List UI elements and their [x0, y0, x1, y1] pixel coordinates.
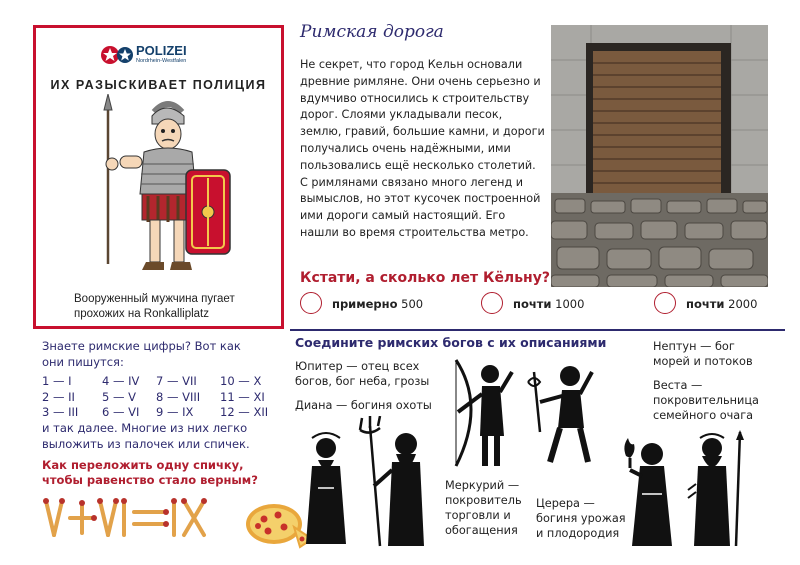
numeral-item: 3 — III — [42, 405, 79, 419]
numeral-item: 9 — IX — [156, 405, 194, 419]
neptune-description[interactable]: Нептун — бог морей и потоков — [653, 340, 753, 368]
puzzle-question: Как переложить одну спичку, чтобы равенство стало верным? — [42, 458, 258, 487]
numeral-item: 6 — VI — [102, 405, 140, 419]
numeral-item: 1 — I — [42, 374, 72, 388]
poster-caption: Вооруженный мужчина пугает прохожих на Ronkalliplatz — [74, 293, 235, 320]
police-subtitle: Nordrhein-Westfalen — [136, 58, 187, 64]
numeral-item: 2 — II — [42, 389, 75, 404]
numeral-item: 7 — VII — [156, 374, 197, 388]
god-silhouette-icon[interactable] — [356, 416, 428, 548]
article-text: Не секрет, что город Кельн основали древние римляне. Они очень серьезно и вдумчиво относились к строительству дорог. Слоями укладывали песок, землю, гравий, большие камни, и дороги получались очень надёжными, ими пользовались ещё несколько столетий. С римлянами связано много легенд и вымыслов, но этот кусочек построенной ими дороги самый настоящий. Его нашли во время строительства метро. — [300, 58, 545, 239]
matchstick-puzzle[interactable] — [42, 495, 232, 541]
gods-title: Соедините римских богов с их описаниями — [295, 335, 607, 350]
road-photo — [551, 25, 768, 287]
jupiter-description[interactable]: Юпитер — отец всех богов, бог неба, грозы — [295, 360, 430, 388]
numerals-intro: Знаете римские цифры? Вот как они пишутся: — [42, 339, 241, 369]
article-title: Римская дорога — [300, 22, 444, 42]
radio-circle[interactable] — [300, 292, 322, 314]
option-prefix: почти — [513, 297, 552, 311]
god-silhouette-icon[interactable] — [446, 356, 516, 472]
option-value: 2000 — [728, 297, 758, 311]
vesta-description[interactable]: Веста — покровительница семейного очага — [653, 379, 759, 422]
numeral-item: 5 — V — [102, 389, 136, 404]
god-silhouette-icon[interactable] — [522, 362, 594, 472]
numeral-item: 11 — XI — [220, 389, 265, 404]
diana-description[interactable]: Диана — богиня охоты — [295, 399, 432, 412]
numerals-outro: и так далее. Многие из них легко выложить из палочек или спичек. — [42, 421, 250, 451]
numeral-item: 12 — XII — [220, 405, 269, 419]
option-value: 1000 — [555, 297, 585, 311]
numeral-item: 8 — VIII — [156, 389, 201, 404]
god-silhouette-icon[interactable] — [296, 428, 358, 548]
section-divider — [290, 329, 785, 331]
god-silhouette-icon[interactable] — [684, 430, 750, 548]
numerals-table — [42, 374, 282, 420]
option-value: 500 — [401, 297, 424, 311]
quiz-question: Кстати, а сколько лет Кёльну? — [300, 270, 550, 286]
option-prefix: почти — [686, 297, 725, 311]
numeral-item: 4 — IV — [102, 374, 140, 388]
wanted-heading: ИХ РАЗЫСКИВАЕТ ПОЛИЦИЯ — [50, 78, 267, 92]
police-star-icon — [100, 42, 134, 68]
option-prefix: примерно — [332, 297, 398, 311]
wanted-poster — [33, 25, 284, 329]
radio-circle[interactable] — [481, 292, 503, 314]
radio-circle[interactable] — [654, 292, 676, 314]
ceres-description[interactable]: Церера — богиня урожая и плодородия — [536, 497, 626, 540]
police-name: POLIZEI — [136, 43, 187, 58]
police-logo — [100, 42, 220, 68]
numeral-item: 10 — X — [220, 374, 262, 388]
mercury-description[interactable]: Меркурий — покровитель торговли и обогащения — [445, 479, 522, 537]
roman-soldier-illustration — [86, 94, 236, 286]
god-silhouette-icon[interactable] — [618, 436, 678, 548]
